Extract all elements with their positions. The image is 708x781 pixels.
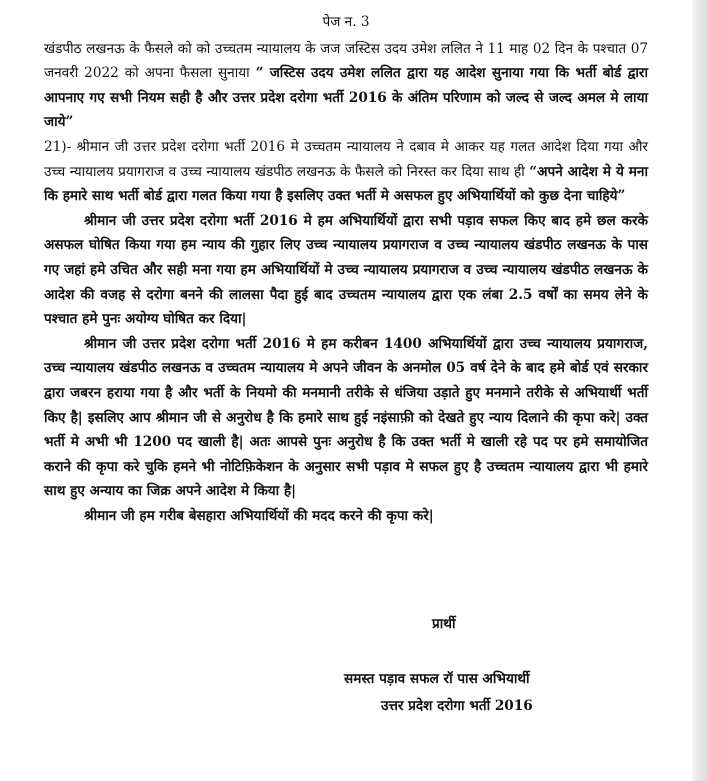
signature-line-1: समस्त पड़ाव सफल रॉ पास अभियार्थी (344, 671, 530, 687)
page-number: पेज न. 3 (322, 14, 370, 30)
signature-line-2: उत्तर प्रदेश दरोगा भर्ती 2016 (381, 698, 533, 714)
paragraph-declared-ineligible (44, 209, 648, 332)
signature-applicant: प्रार्थी (432, 616, 456, 632)
paragraph-quote: “अपने आदेश मे ये मना कि हमारे साथ भर्ती बोर्ड द्वारा गलत किया गया है इसलिए उक्त भर्ती मे असफल हुए अभियार्थियों को कुछ देना चाहिये” (44, 163, 648, 205)
paragraph-text: श्रीमान जी उत्तर प्रदेश दरोगा भर्ती 2016 मे हम करीबन 1400 अभियार्थियों द्वारा उच्च न्यायालय प्रयागराज, उच्च न्यायालय खंडपीठ लखनऊ व उच्चतम न्यायालय मे अपने जीवन के अनमोल 05 वर्ष देने के बाद हमे बोर्ड एवं सरकार द्वारा जबरन हराया गया है और भर्ती के नियमो की मनमानी तरीके से धंजिया उड़ाते हुए मनमाने तरीके से अभियार्थी भर्ती किए है| इसलिए आप श्रीमान जी से अनुरोध है कि हमारे साथ हुई नइंसाफ़ी को देखते हुए न्याय दिलाने की कृपा करे| उक्त भर्ती मे अभी भी 1200 पद खाली है| अतः आपसे पुनः अनुरोध है कि उक्त भर्ती मे खाली रहे पद पर हमे समायोजित कराने की कृपा करे चुकि हमने भी नोटिफ़िकेशन के अनुसार सभी पड़ाव मे सफल हुए है उच्चतम न्यायालय द्वारा भी हमारे साथ हुए अन्याय का जिक्र अपने आदेश मे किया है| (44, 335, 648, 500)
paragraph-closing-plea (44, 504, 648, 529)
paragraph-text: श्रीमान जी उत्तर प्रदेश दरोगा भर्ती 2016 मे हम अभियार्थियों द्वारा सभी पड़ाव सफल किए बाद हमे छल करके असफल घोषित किया गया हम न्याय की गुहार लिए उच्च न्यायालय प्रयागराज व उच्च न्यायालय खंडपीठ लखनऊ के पास गए जहां हमे उचित और सही मना गया हम अभियार्थियों मे उच्च न्यायालय प्रयागराज व उच्च न्यायालय खंडपीठ लखनऊ के आदेश की वजह से दरोगा बनने की लालसा पैदा हुई बाद उच्चतम न्यायालय द्वारा एक लंबा 2.5 वर्षों का समय लेने के पश्चात हमे पुनः अयोग्य घोषित कर दिया| (44, 212, 648, 328)
paragraph-text: श्रीमान जी हम गरीब बेसहारा अभियार्थियों की मदद करने की कृपा करे| (84, 507, 434, 524)
paragraph-text: खंडपीठ लखनऊ के फैसले को को उच्चतम न्यायालय के जज जस्टिस उदय उमेश ललित ने 11 माह 02 दिन के पश्चात 07 जनवरी 2022 को अपना फैसला सुनाया (44, 40, 648, 82)
letter-page (44, 10, 648, 528)
paragraph-court-verdict (44, 37, 648, 135)
paragraph-text: 21)- श्रीमान जी उत्तर प्रदेश दरोगा भर्ती 2016 मे उच्चतम न्यायालय ने दबाव मे आकर यह गलत आदेश दिया गया और उच्च न्यायालय प्रयागराज व उच्च न्यायालय खंडपीठ लखनऊ के फैसले को निरस्त कर दिया साथ ही (44, 138, 648, 180)
page-edge-shadow (692, 0, 708, 781)
paragraph-point-21 (44, 135, 648, 209)
paragraph-request (44, 332, 648, 504)
paragraph-quote: “ जस्टिस उदय उमेश ललित द्वारा यह आदेश सुनाया गया कि भर्ती बोर्ड द्वारा आपनाए गए सभी नियम सही है और उत्तर प्रदेश दरोगा भर्ती 2016 के अंतिम परिणाम को जल्द से जल्द अमल मे लाया जाये” (44, 65, 648, 131)
